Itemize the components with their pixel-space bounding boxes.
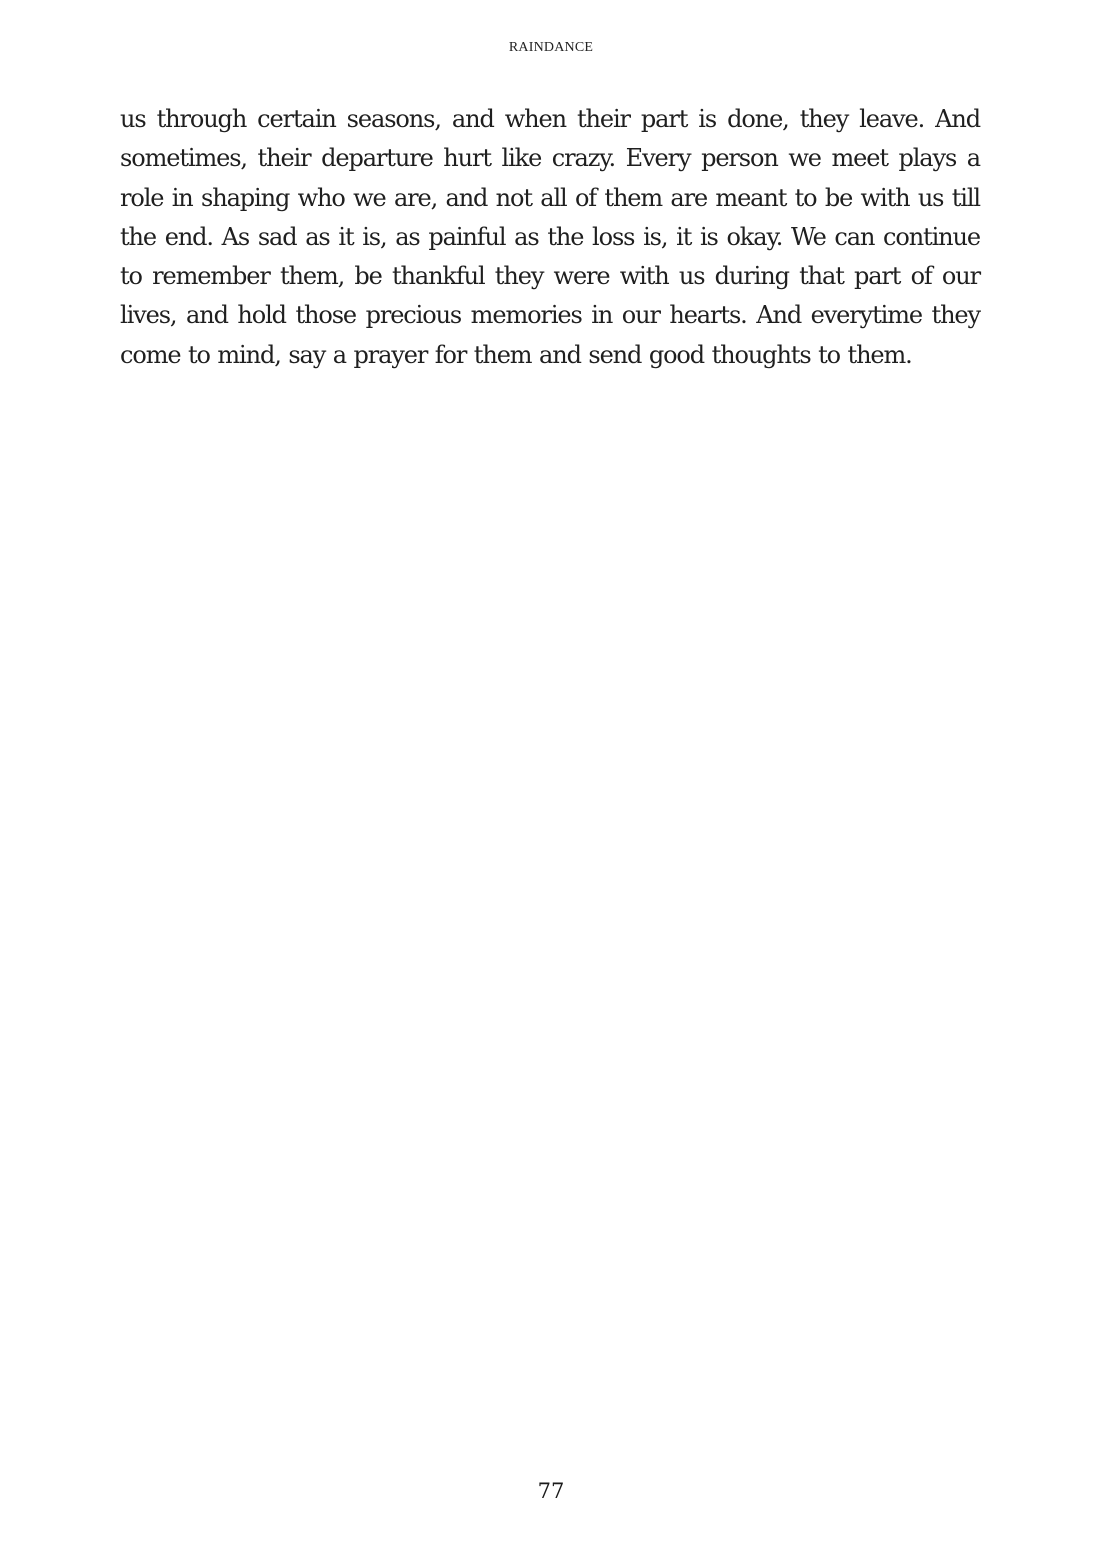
running-header: RAINDANCE: [508, 40, 594, 55]
page-number: 77: [537, 1479, 565, 1503]
page-body: [120, 100, 980, 375]
body-paragraph: us through certain seasons, and when their part is done, they leave. And sometimes, their departure hurt like crazy. Every person we meet plays a role in shaping who we are, and not all of them are meant to be with us till the end. As sad as it is, as painful as the loss is, it is okay. We can continue to remember them, be thankful they were with us during that part of our lives, and hold those precious memories in our hearts. And everytime they come to mind, say a prayer for them and send good thoughts to them.: [120, 105, 980, 369]
